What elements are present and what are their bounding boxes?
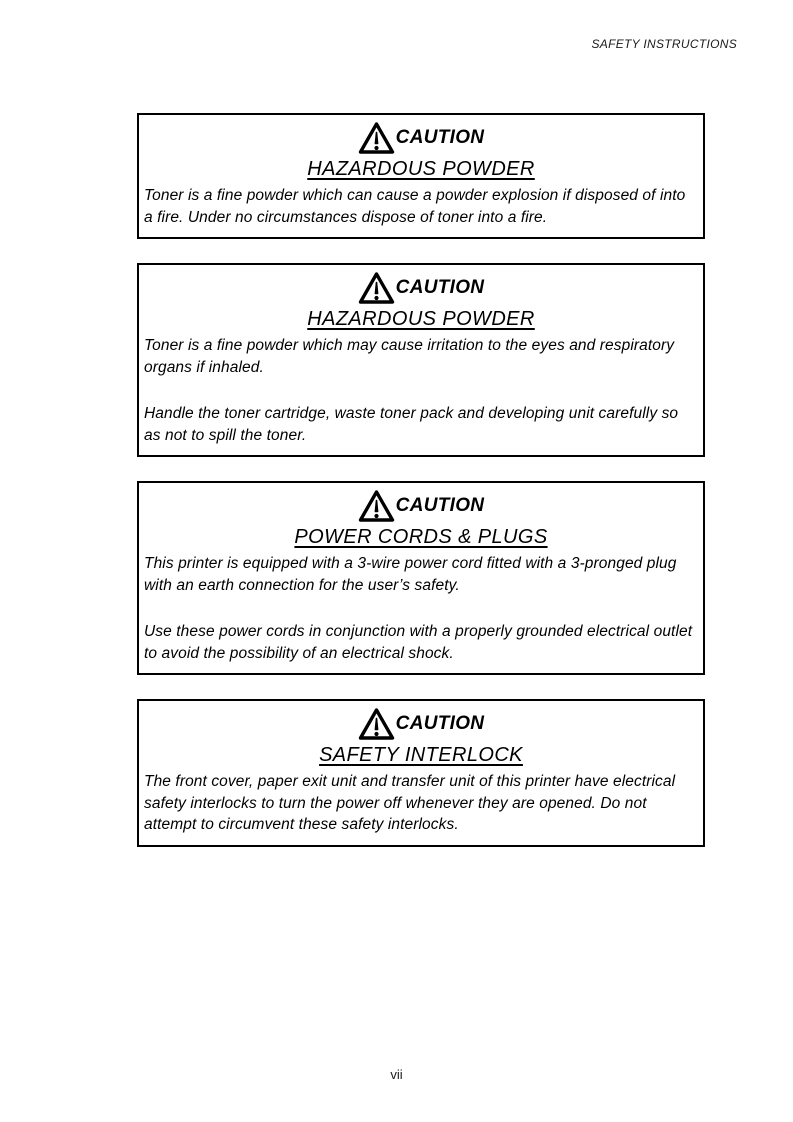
caution-subtitle: HAZARDOUS POWDER	[307, 308, 535, 330]
caution-paragraph: This printer is equipped with a 3-wire power cord fitted with a 3-pronged plug with an earth connection for the user’s safety.	[144, 555, 677, 594]
caution-paragraph: Use these power cords in conjunction with a properly grounded electrical outlet to avoid the possibility of an electrical shock.	[144, 623, 693, 662]
warning-triangle-icon	[358, 271, 395, 305]
caution-heading: CAUTION	[395, 127, 485, 148]
caution-heading: CAUTION	[395, 277, 485, 298]
caution-box-power-cords-plugs	[137, 481, 705, 675]
caution-heading-row	[144, 271, 698, 305]
caution-box-list	[137, 113, 705, 871]
warning-triangle-icon	[358, 707, 395, 741]
caution-box-hazardous-powder-inhalation	[137, 263, 705, 457]
caution-subtitle: POWER CORDS & PLUGS	[294, 526, 548, 548]
caution-box-safety-interlock	[137, 699, 705, 847]
caution-body	[144, 553, 698, 664]
caution-body	[144, 335, 698, 446]
caution-body	[144, 185, 698, 228]
page-header-title: SAFETY INSTRUCTIONS	[591, 37, 737, 51]
caution-heading-row	[144, 707, 698, 741]
caution-subtitle: SAFETY INTERLOCK	[319, 744, 523, 766]
caution-paragraph: Toner is a fine powder which can cause a powder explosion if disposed of into a fire. Under no circumstances dispose of toner into a fire.	[144, 187, 686, 226]
caution-subtitle: HAZARDOUS POWDER	[307, 158, 535, 180]
caution-heading-row	[144, 121, 698, 155]
caution-heading-row	[144, 489, 698, 523]
warning-triangle-icon	[358, 489, 395, 523]
caution-heading: CAUTION	[395, 713, 485, 734]
warning-triangle-icon	[358, 121, 395, 155]
caution-box-hazardous-powder-fire	[137, 113, 705, 239]
caution-paragraph: Handle the toner cartridge, waste toner pack and developing unit carefully so as not to spill the toner.	[144, 405, 679, 444]
page-number: vii	[390, 1067, 403, 1082]
caution-paragraph: Toner is a fine powder which may cause irritation to the eyes and respiratory organs if inhaled.	[144, 337, 675, 376]
caution-body	[144, 771, 698, 836]
caution-paragraph: The front cover, paper exit unit and transfer unit of this printer have electrical safety interlocks to turn the power off whenever they are opened. Do not attempt to circumvent these safety interlocks.	[144, 773, 676, 833]
caution-heading: CAUTION	[395, 495, 485, 516]
